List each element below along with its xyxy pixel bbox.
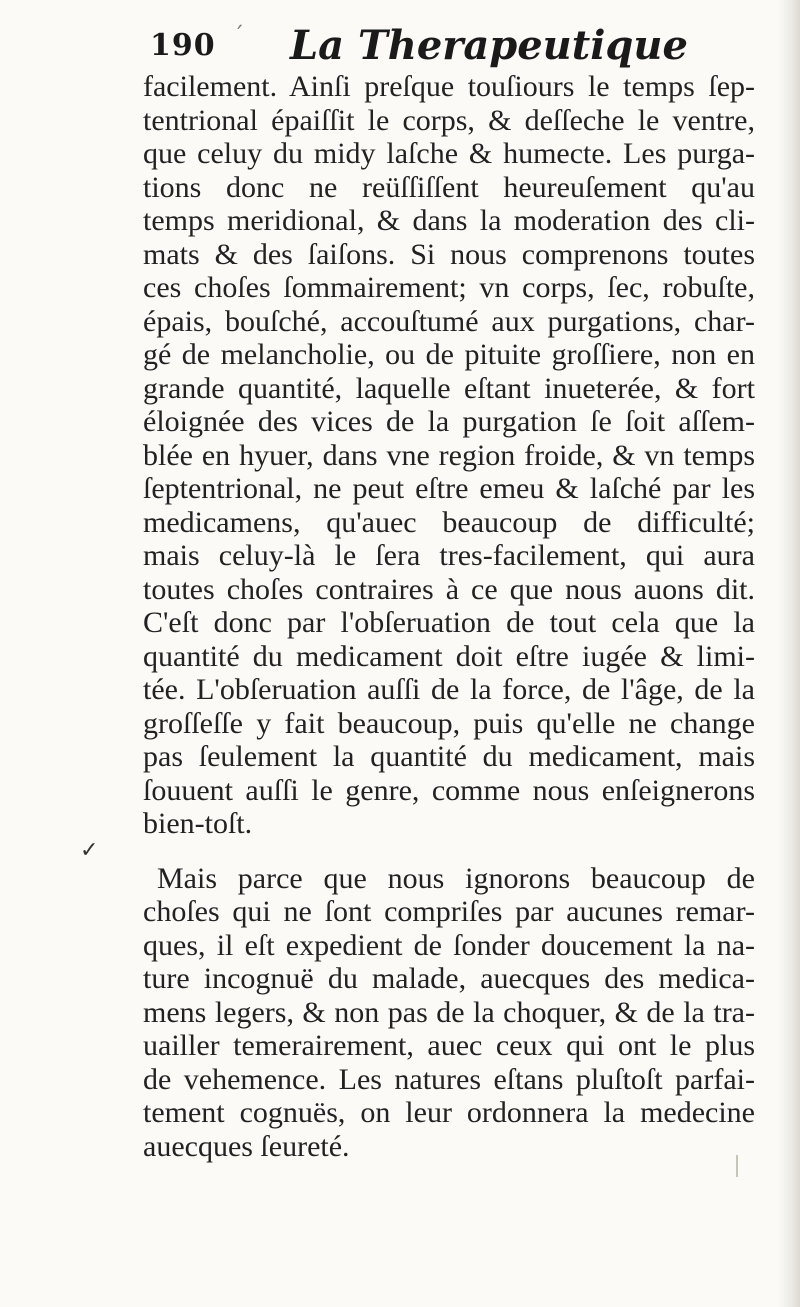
text-line: uailler temerairement, auec ceux qui ont le plus <box>143 1029 755 1062</box>
text-line: auecques ſeureté. <box>143 1129 350 1163</box>
text-line: ture incognuë du malade, auecques des medica- <box>143 962 755 995</box>
page-edge-shadow <box>778 0 800 1307</box>
text-line: de vehemence. Les natures eſtans pluſtoſt parfai- <box>143 1062 755 1096</box>
text-line: mats & des ſaiſons. Si nous comprenons toutes <box>143 237 755 271</box>
text-line: pas ſeulement la quantité du medicament, mais <box>143 740 755 773</box>
page-number: 190 <box>150 28 216 63</box>
text-line: temps meridional, & dans la moderation des cli- <box>143 204 755 237</box>
paragraph-2 <box>143 862 755 1164</box>
text-line: bien-toſt. <box>143 807 253 840</box>
paragraph-1 <box>143 70 755 841</box>
text-line: tée. L'obſeruation auſſi de la force, de l'âge, de la <box>143 673 755 706</box>
margin-check-mark: ✓ <box>80 838 99 863</box>
text-line: que celuy du midy laſche & humecte. Les purga- <box>143 137 755 170</box>
page-header <box>150 14 750 68</box>
text-line: Mais parce que nous ignorons beaucoup de <box>157 861 755 895</box>
text-line: mens legers, & non pas de la choquer, & de la tra- <box>143 995 755 1029</box>
text-line: C'eſt donc par l'obſeruation de tout cela que la <box>143 606 755 639</box>
text-line: gé de melancholie, ou de pituite groſſiere, non en <box>143 338 755 371</box>
text-line: ces choſes ſommairement; vn corps, ſec, robuſte, <box>143 271 755 304</box>
paper-blemish <box>736 1155 744 1177</box>
text-line: tions donc ne reüſſiſſent heureuſement qu'au <box>143 170 755 204</box>
text-line: blée en hyuer, dans vne region froide, & vn temps <box>143 438 755 472</box>
text-line: grande quantité, laquelle eſtant inueterée, & fort <box>143 371 755 405</box>
printer-tick-mark: ˊ <box>233 24 244 49</box>
text-line: tement cognuës, on leur ordonnera la medecine <box>143 1096 755 1129</box>
text-line: facilement. Ainſi preſque touſiours le temps ſep- <box>143 70 755 103</box>
text-line: groſſeſſe y fait beaucoup, puis qu'elle ne change <box>143 706 755 740</box>
text-line: ques, il eſt expedient de ſonder doucement la na- <box>143 928 755 962</box>
text-line: medicamens, qu'auec beaucoup de difficulté; <box>143 505 755 539</box>
text-line: ſeptentrional, ne peut eſtre emeu & laſché par les <box>143 472 755 505</box>
body-text <box>143 70 755 1163</box>
running-title: La Therapeutique <box>290 22 688 69</box>
paragraph-gap <box>143 841 755 862</box>
text-line: toutes choſes contraires à ce que nous auons dit. <box>143 572 755 606</box>
text-line: quantité du medicament doit eſtre iugée & limi- <box>143 639 755 673</box>
text-line: épais, bouſché, accouſtumé aux purgations, char- <box>143 304 755 338</box>
text-line: tentrional épaiſſit le corps, & deſſeche le ventre, <box>143 103 755 137</box>
text-line: éloignée des vices de la purgation ſe ſoit aſſem- <box>143 405 755 438</box>
text-line: ſouuent auſſi le genre, comme nous enſeignerons <box>143 773 755 807</box>
text-line: choſes qui ne ſont compriſes par aucunes remar- <box>143 895 755 928</box>
text-line: mais celuy-là le ſera tres-facilement, qui aura <box>143 539 755 572</box>
